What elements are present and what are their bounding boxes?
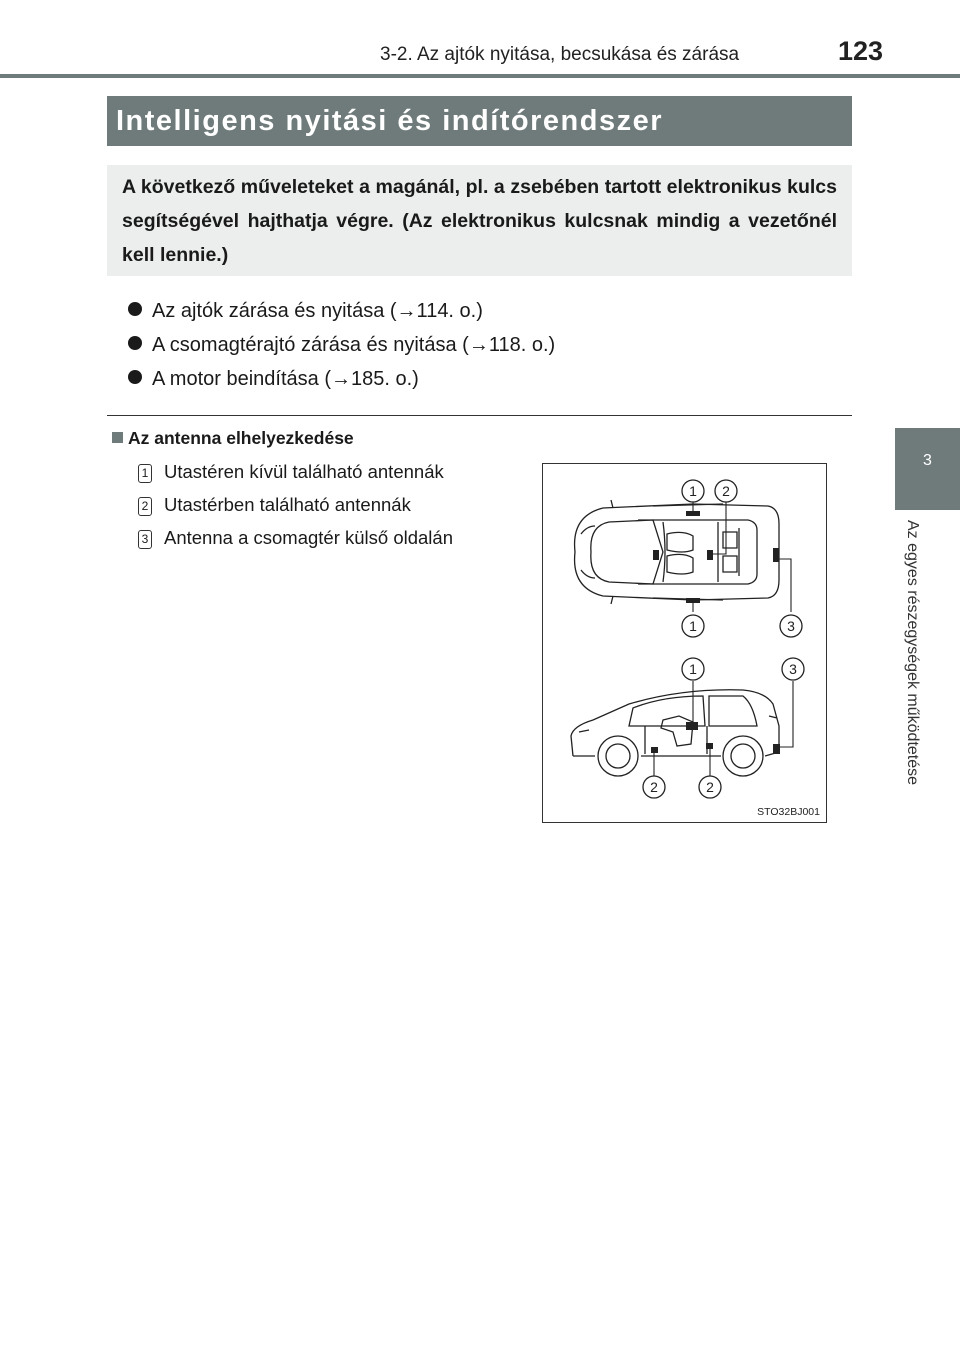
antenna-markers-top	[653, 511, 779, 603]
bullet-item: Az ajtók zárása és nyitása (→114. o.)	[128, 300, 483, 323]
bullet-icon	[128, 370, 142, 384]
intro-text: A következő műveleteket a magánál, pl. a zsebében tartott elektronikus kulcs segítségével hajthatja végre. (Az elektronikus kulcsnak mindig a vezetőnél kell lennie.)	[122, 176, 837, 266]
car-top-view-icon	[575, 500, 779, 604]
legend-number: 1	[138, 464, 152, 483]
bullet-item: A csomagtérajtó zárása és nyitása (→118. o.)	[128, 334, 555, 357]
chapter-title: Az egyes részegységek működtetése	[904, 520, 921, 786]
antenna-heading: Az antenna elhelyezkedése	[112, 428, 354, 449]
legend-item: 2 Utastérben található antennák	[138, 494, 411, 516]
bullet-item: A motor beindítása (→185. o.)	[128, 368, 419, 391]
page-number: 123	[838, 36, 884, 66]
callout-label: 1	[689, 483, 697, 499]
legend-item: 1 Utastéren kívül található antennák	[138, 461, 444, 483]
square-bullet-icon	[112, 432, 123, 443]
legend-number: 3	[138, 530, 152, 549]
callout-label: 1	[689, 661, 697, 677]
bullet-icon	[128, 336, 142, 350]
legend-number: 2	[138, 497, 152, 516]
callout-label: 3	[787, 618, 795, 634]
bullet-icon	[128, 302, 142, 316]
chapter-number: 3	[923, 452, 932, 469]
page-title: Intelligens nyitási és indítórendszer	[116, 105, 664, 137]
car-diagram	[543, 464, 828, 824]
callout-label: 2	[706, 779, 714, 795]
antenna-markers-side	[651, 722, 780, 754]
section-header: 3-2. Az ajtók nyitása, becsukása és zárása	[380, 44, 740, 65]
section-divider	[107, 415, 852, 416]
callout-label: 3	[789, 661, 797, 677]
callout-label: 2	[722, 483, 730, 499]
header-rule	[0, 74, 960, 78]
callout-label: 2	[650, 779, 658, 795]
antenna-location-figure	[542, 463, 827, 823]
car-side-view-icon	[571, 690, 779, 756]
legend-item: 3 Antenna a csomagtér külső oldalán	[138, 527, 453, 549]
figure-code: STO32BJ001	[757, 806, 820, 818]
callout-label: 1	[689, 618, 697, 634]
